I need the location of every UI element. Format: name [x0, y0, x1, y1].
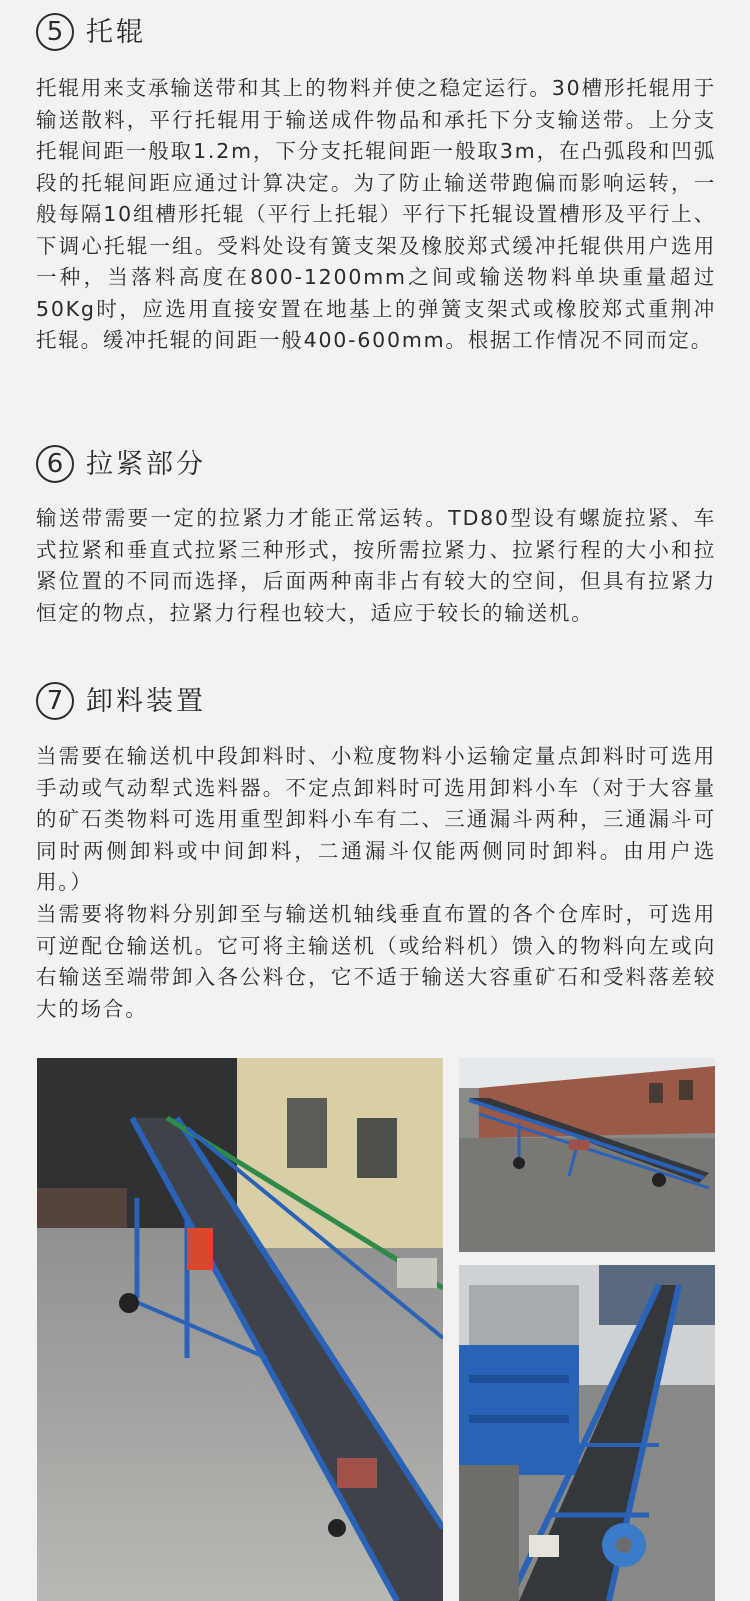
section-number-badge: 5: [36, 13, 74, 51]
section-6-heading: [36, 445, 206, 483]
section-7-body-1: 当需要在输送机中段卸料时、小粒度物料小运输定量点卸料时可选用手动或气动犁式选料器。不定点卸料时可选用卸料小车（对于大容量的矿石类物料可选用重型卸料小车有二、三通漏斗两种，三通漏斗可同时两侧卸料或中间卸料，二通漏斗仅能两侧同时卸料。由用户选用。）: [36, 744, 716, 894]
section-7-body-2: 当需要将物料分别卸至与输送机轴线垂直布置的各个仓库时，可选用可逆配仓输送机。它可将主输送机（或给料机）馈入的物料向左或向右输送至端带卸入各公料仓，它不适于输送大容重矿石和受料落差较大的场合。: [36, 902, 716, 1021]
conveyor-photo-yard: [459, 1265, 715, 1601]
section-title: 拉紧部分: [86, 448, 206, 480]
section-5-body: 托辊用来支承输送带和其上的物料并使之稳定运行。30槽形托辊用于输送散料，平行托辊用于输送成件物品和承托下分支输送带。上分支托辊间距一般取1.2m，下分支托辊间距一般取3m，在凸弧段和凹弧段的托辊间距应通过计算决定。为了防止输送带跑偏而影响运转，一般每隔10组槽形托辊（平行上托辊）平行下托辊设置槽形及平行上、下调心托辊一组。受料处设有簧支架及橡胶郑式缓冲托辊供用户选用一种，当落料高度在800-1200mm之间或输送物料单块重量超过50Kg时，应选用直接安置在地基上的弹簧支架式或橡胶郑式重荆冲托辊。缓冲托辊的间距一般400-600mm。根据工作情况不同而定。: [36, 76, 716, 352]
section-number-badge: 6: [36, 445, 74, 483]
section-6-body: 输送带需要一定的拉紧力才能正常运转。TD80型设有螺旋拉紧、车式拉紧和垂直式拉紧三种形式，按所需拉紧力、拉紧行程的大小和拉紧位置的不同而选择，后面两种南非占有较大的空间，但具有拉紧力恒定的物点，拉紧力行程也较大，适应于较长的输送机。: [36, 506, 716, 625]
section-7-heading: [36, 682, 206, 720]
section-number-badge: 7: [36, 682, 74, 720]
conveyor-photo-outdoor: [459, 1058, 715, 1252]
section-title: 卸料装置: [86, 685, 206, 717]
conveyor-photo-warehouse: [37, 1058, 443, 1601]
section-title: 托辊: [86, 16, 146, 48]
section-5-heading: [36, 13, 146, 51]
